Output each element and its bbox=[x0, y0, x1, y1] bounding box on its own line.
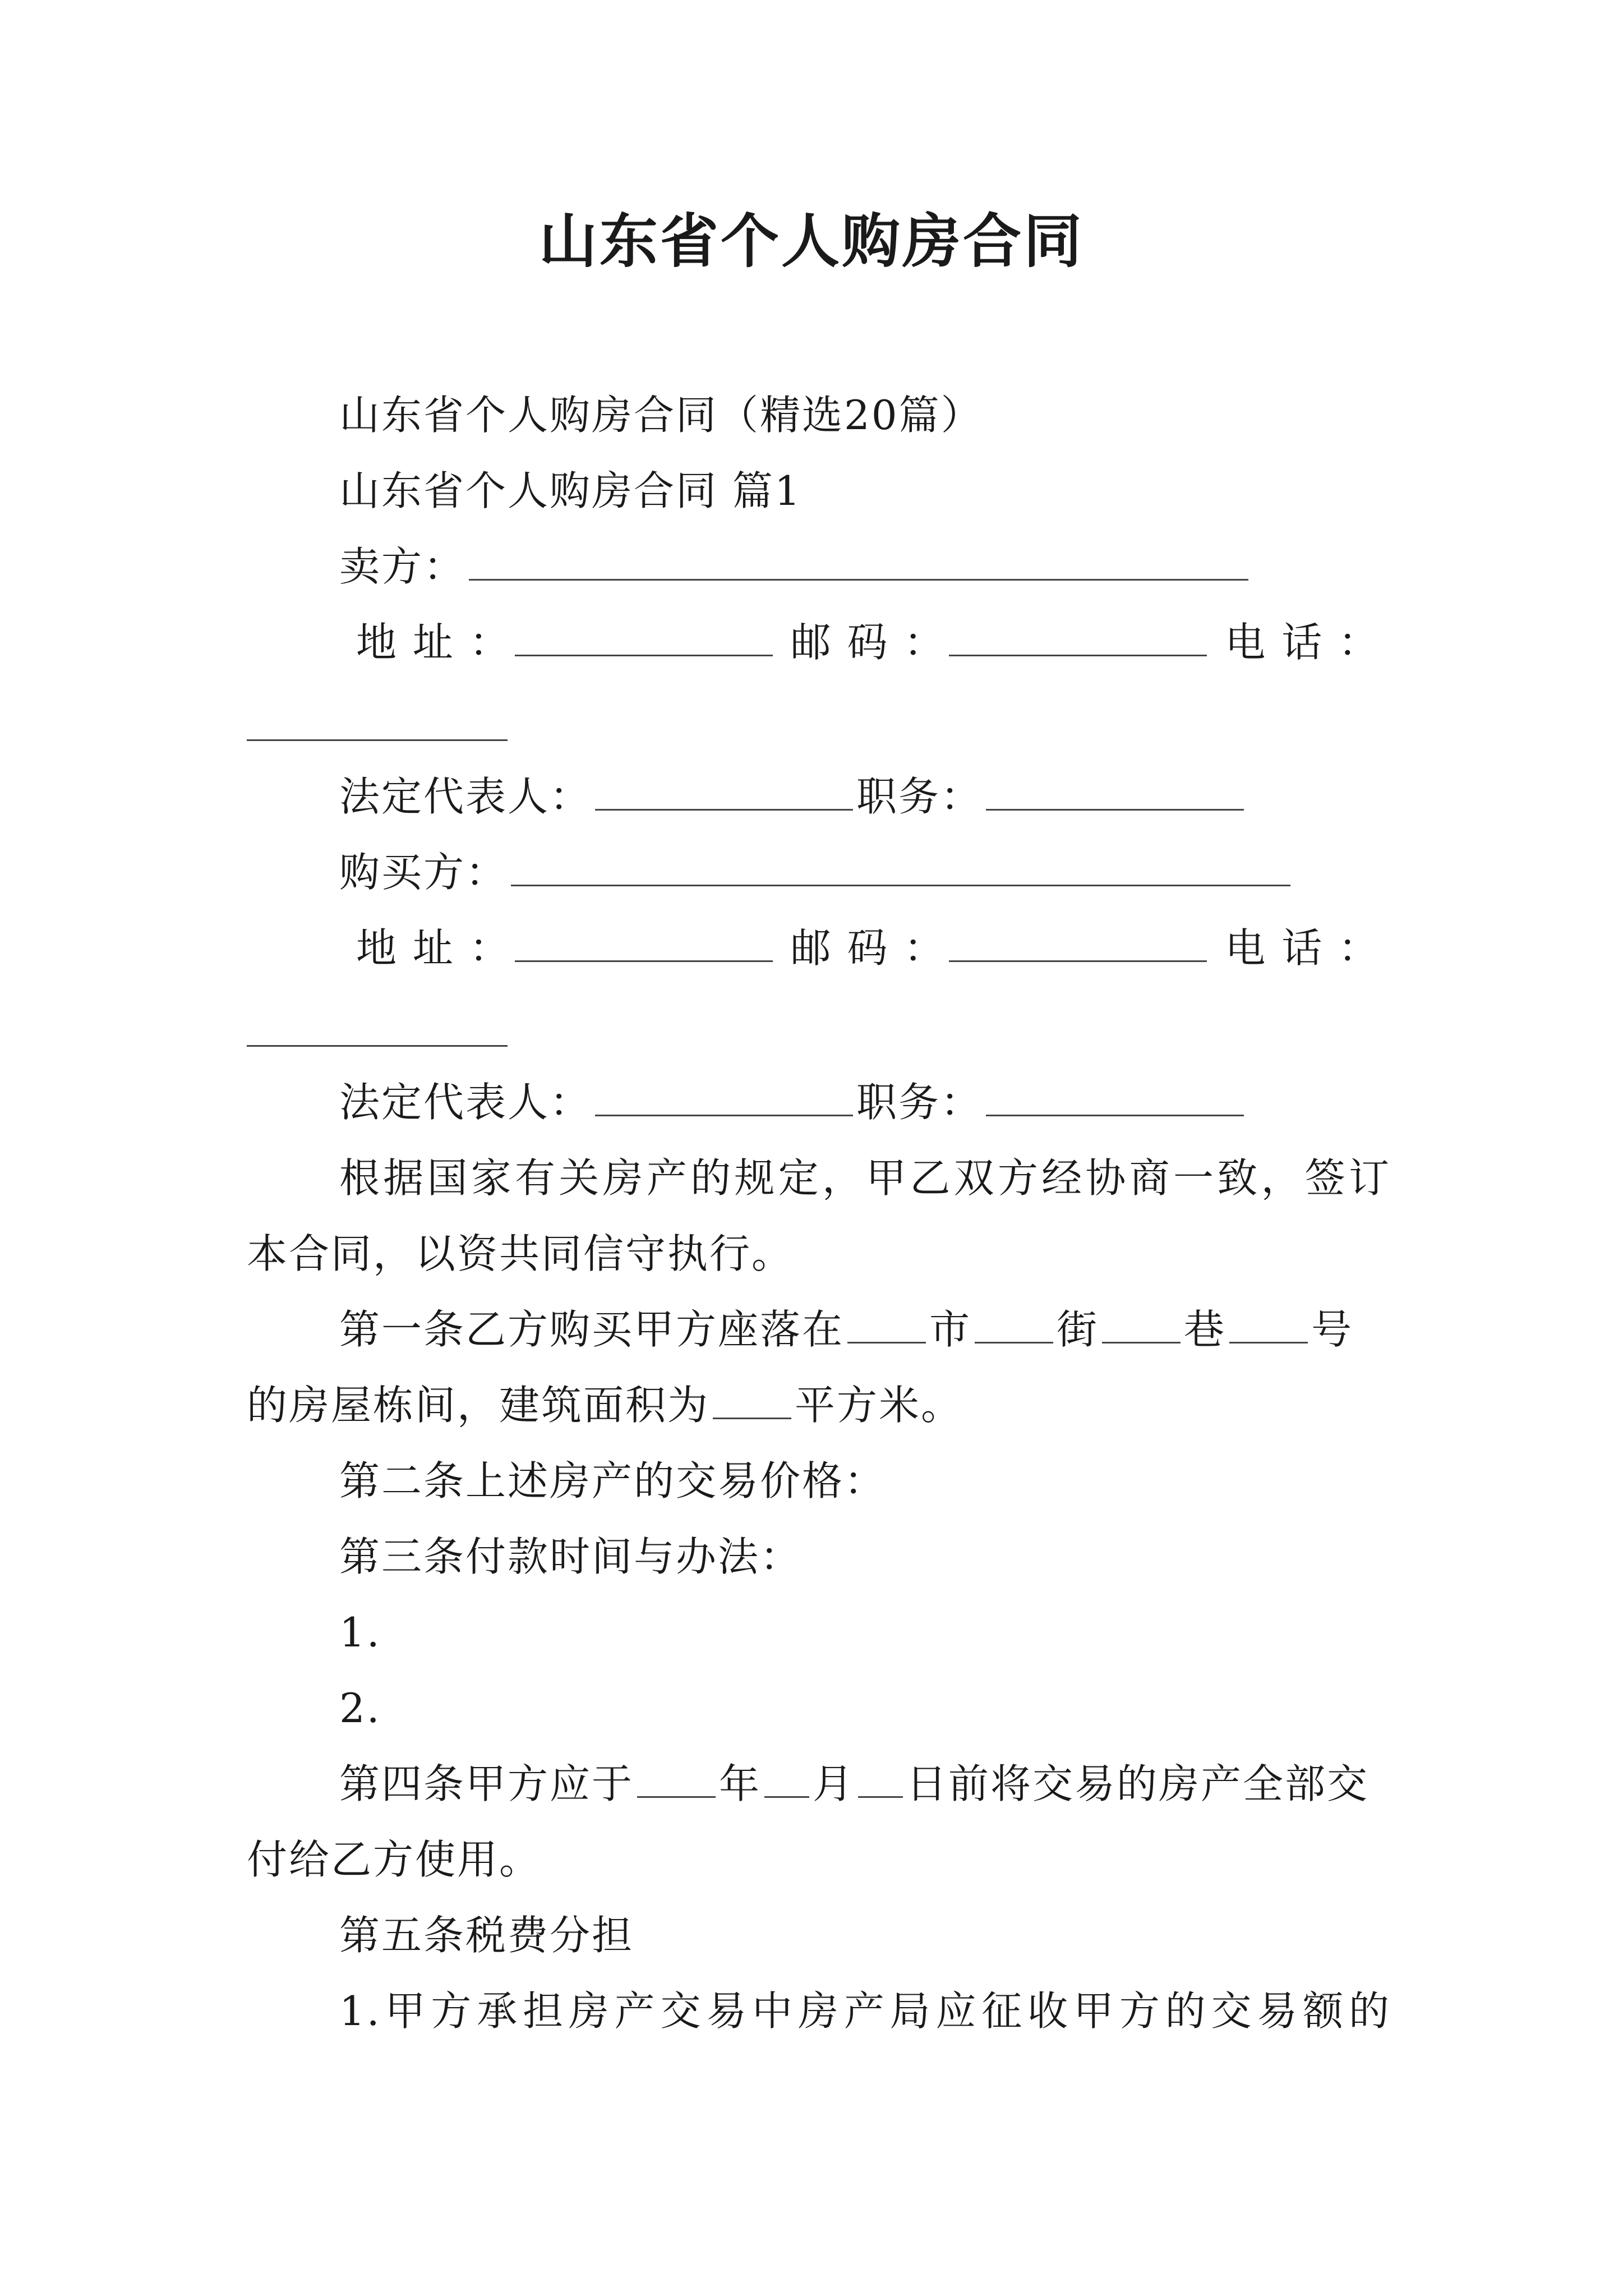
article-4-cont-line: 付给乙方使用。 bbox=[247, 1836, 542, 1883]
paragraph-line: 本合同，以资共同信守执行。 bbox=[247, 1230, 794, 1277]
postcode-label: 邮 码 ： bbox=[790, 619, 946, 666]
buyer-line bbox=[339, 844, 1294, 900]
article-text: 街 bbox=[1057, 1306, 1099, 1353]
article-1-cont-line bbox=[247, 1377, 963, 1433]
position-label: 职务： bbox=[856, 1079, 983, 1126]
legal-rep-blank[interactable] bbox=[595, 769, 853, 811]
seller-address-line bbox=[356, 614, 1380, 670]
address-blank[interactable] bbox=[515, 614, 773, 656]
day-blank[interactable] bbox=[858, 1756, 903, 1798]
article-text: 的房屋栋间，建筑面积为 bbox=[247, 1382, 710, 1429]
phone-label: 电 话 ： bbox=[1225, 619, 1381, 666]
article-text: 平方米。 bbox=[795, 1382, 963, 1429]
article-text: 号 bbox=[1311, 1306, 1354, 1353]
article-2-line: 第二条上述房产的交易价格： bbox=[339, 1457, 887, 1504]
postcode-blank[interactable] bbox=[949, 920, 1207, 962]
article-5-line: 第五条税费分担 bbox=[339, 1912, 634, 1959]
article-5-item-1: 1.甲方承担房产交易中房产局应征收甲方的交易额的 bbox=[339, 1987, 1391, 2035]
legal-rep-blank[interactable] bbox=[595, 1074, 853, 1116]
article-1-line bbox=[339, 1301, 1353, 1358]
address-blank[interactable] bbox=[515, 920, 773, 962]
month-blank[interactable] bbox=[764, 1756, 809, 1798]
street-blank[interactable] bbox=[975, 1301, 1053, 1343]
buyer-label: 购买方： bbox=[339, 849, 508, 896]
buyer-address-line bbox=[356, 920, 1380, 976]
seller-legal-rep-line bbox=[339, 769, 1247, 825]
article-3-line: 第三条付款时间与办法： bbox=[339, 1533, 803, 1580]
article-text: 年 bbox=[719, 1760, 762, 1807]
seller-line bbox=[339, 539, 1252, 595]
section-heading: 山东省个人购房合同 篇1 bbox=[339, 467, 802, 514]
legal-rep-label: 法定代表人： bbox=[339, 1079, 592, 1126]
address-label: 地 址 ： bbox=[356, 924, 511, 972]
subtitle-line: 山东省个人购房合同（精选20篇） bbox=[339, 392, 983, 439]
position-label: 职务： bbox=[856, 773, 983, 820]
paragraph-line: 根据国家有关房产的规定，甲乙双方经协商一致，签订 bbox=[339, 1154, 1391, 1202]
postcode-blank[interactable] bbox=[949, 614, 1207, 656]
phone-blank[interactable] bbox=[247, 739, 508, 741]
seller-blank[interactable] bbox=[469, 539, 1248, 581]
year-blank[interactable] bbox=[637, 1756, 716, 1798]
article-text: 月 bbox=[813, 1760, 855, 1807]
lane-blank[interactable] bbox=[1102, 1301, 1181, 1343]
address-label: 地 址 ： bbox=[356, 619, 511, 666]
number-blank[interactable] bbox=[1229, 1301, 1308, 1343]
article-text: 第四条甲方应于 bbox=[339, 1760, 634, 1807]
buyer-legal-rep-line bbox=[339, 1074, 1247, 1130]
article-text: 第一条乙方购买甲方座落在 bbox=[339, 1306, 845, 1353]
area-blank[interactable] bbox=[713, 1377, 791, 1419]
position-blank[interactable] bbox=[986, 769, 1244, 811]
article-4-line bbox=[339, 1756, 1369, 1812]
phone-label: 电 话 ： bbox=[1225, 924, 1381, 972]
city-blank[interactable] bbox=[847, 1301, 926, 1343]
article-text: 巷 bbox=[1184, 1306, 1227, 1353]
list-item-2: 2. bbox=[339, 1685, 381, 1732]
position-blank[interactable] bbox=[986, 1074, 1244, 1116]
page-title: 山东省个人购房合同 bbox=[538, 206, 1084, 275]
buyer-blank[interactable] bbox=[511, 844, 1290, 886]
phone-blank[interactable] bbox=[247, 1045, 508, 1047]
article-text: 市 bbox=[929, 1306, 972, 1353]
list-item-1: 1. bbox=[339, 1609, 381, 1656]
seller-label: 卖方： bbox=[339, 543, 466, 590]
article-text: 日前将交易的房产全部交 bbox=[906, 1760, 1370, 1807]
legal-rep-label: 法定代表人： bbox=[339, 773, 592, 820]
postcode-label: 邮 码 ： bbox=[790, 924, 946, 972]
